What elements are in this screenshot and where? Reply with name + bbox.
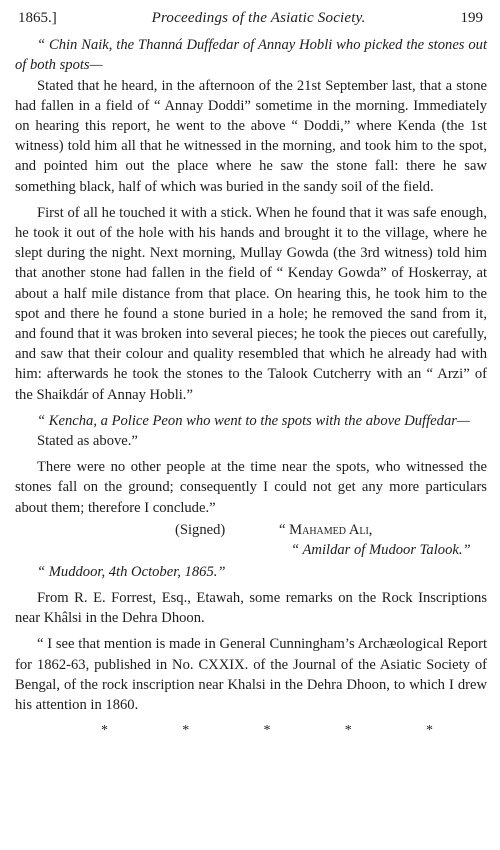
signature-block <box>15 520 487 562</box>
star: * <box>426 723 433 739</box>
header-year: 1865.] <box>18 10 57 26</box>
signatory-name: “ Mahamed Ali, <box>279 521 373 538</box>
journal-page <box>15 8 487 742</box>
kencha-heading: “ Kencha, a Police Peon who went to the spots with the above Duffedar— <box>37 412 470 429</box>
signatory-title: “ Amildar of Mudoor Talook.” <box>291 541 471 558</box>
page-number: 199 <box>460 10 483 26</box>
star: * <box>344 723 352 739</box>
star: * <box>263 723 271 739</box>
header-title: Proceedings of the Asiatic Society. <box>151 10 366 26</box>
signed-label: (Signed) <box>175 521 226 538</box>
chin-naik-statement: Stated that he heard, in the afternoon of the 21st September last, that a stone had fallen in a field of “ Annay Doddi” sometime in the morning. Immediately on hearing this report, he went to the above “ Doddi,” where Kenda (the 1st witness) told him all that he witnessed in the morning, and took him to the spot, and pointed him out the place where he saw the stone fall: there he saw something black, half of which was buried in the sandy soil of the field. <box>15 77 487 195</box>
section-break-stars <box>15 721 487 741</box>
conclusion-paragraph: There were no other people at the time near the spots, who witnessed the stones fall on the ground; consequently I could not get any more particulars about them; therefore I conclude.” <box>15 459 487 516</box>
star: * <box>182 723 190 739</box>
star: * <box>101 723 108 739</box>
chin-naik-heading: “ Chin Naik, the Thanná Duffedar of Annay Hobli who picked the stones out of both spots— <box>15 37 487 74</box>
kencha-statement: Stated as above.” <box>37 433 138 450</box>
chin-naik-statement-continued: First of all he touched it with a stick. When he found that it was safe enough, he took it out of the hole with his hands and brought it to the village, where he slept during the night. Next morning, Mullay Gowda (the 3rd witness) told him that another stone had fallen in the field of “ Kenday Gowda” of Hoskerray, at about a half mile distance from that place. On hearing this, he took him to the spot and there he found a stone buried in a hole; he removed the sand from it, and found that it was broken into several pieces; he took the pieces out carefully, and saw that their colour and quality resembled that which he already had with him: afterwards he took the stones to the Talook Cutcherry with an “ Arzi” of the Shaikdár of Annay Hobli.” <box>15 204 487 403</box>
place-date-line: “ Muddoor, 4th October, 1865.” <box>37 563 226 580</box>
running-head <box>15 8 487 28</box>
forrest-remarks-intro: From R. E. Forrest, Esq., Etawah, some remarks on the Rock Inscriptions near Khâlsi in the Dehra Dhoon. <box>15 590 487 627</box>
forrest-letter-paragraph: “ I see that mention is made in General Cunningham’s Archæological Report for 1862-63, published in No. CXXIX. of the Journal of the Asiatic Society of Bengal, of the rock inscription near Khalsi in the Dehra Dhoon, to which I drew his attention in 1860. <box>15 636 487 714</box>
